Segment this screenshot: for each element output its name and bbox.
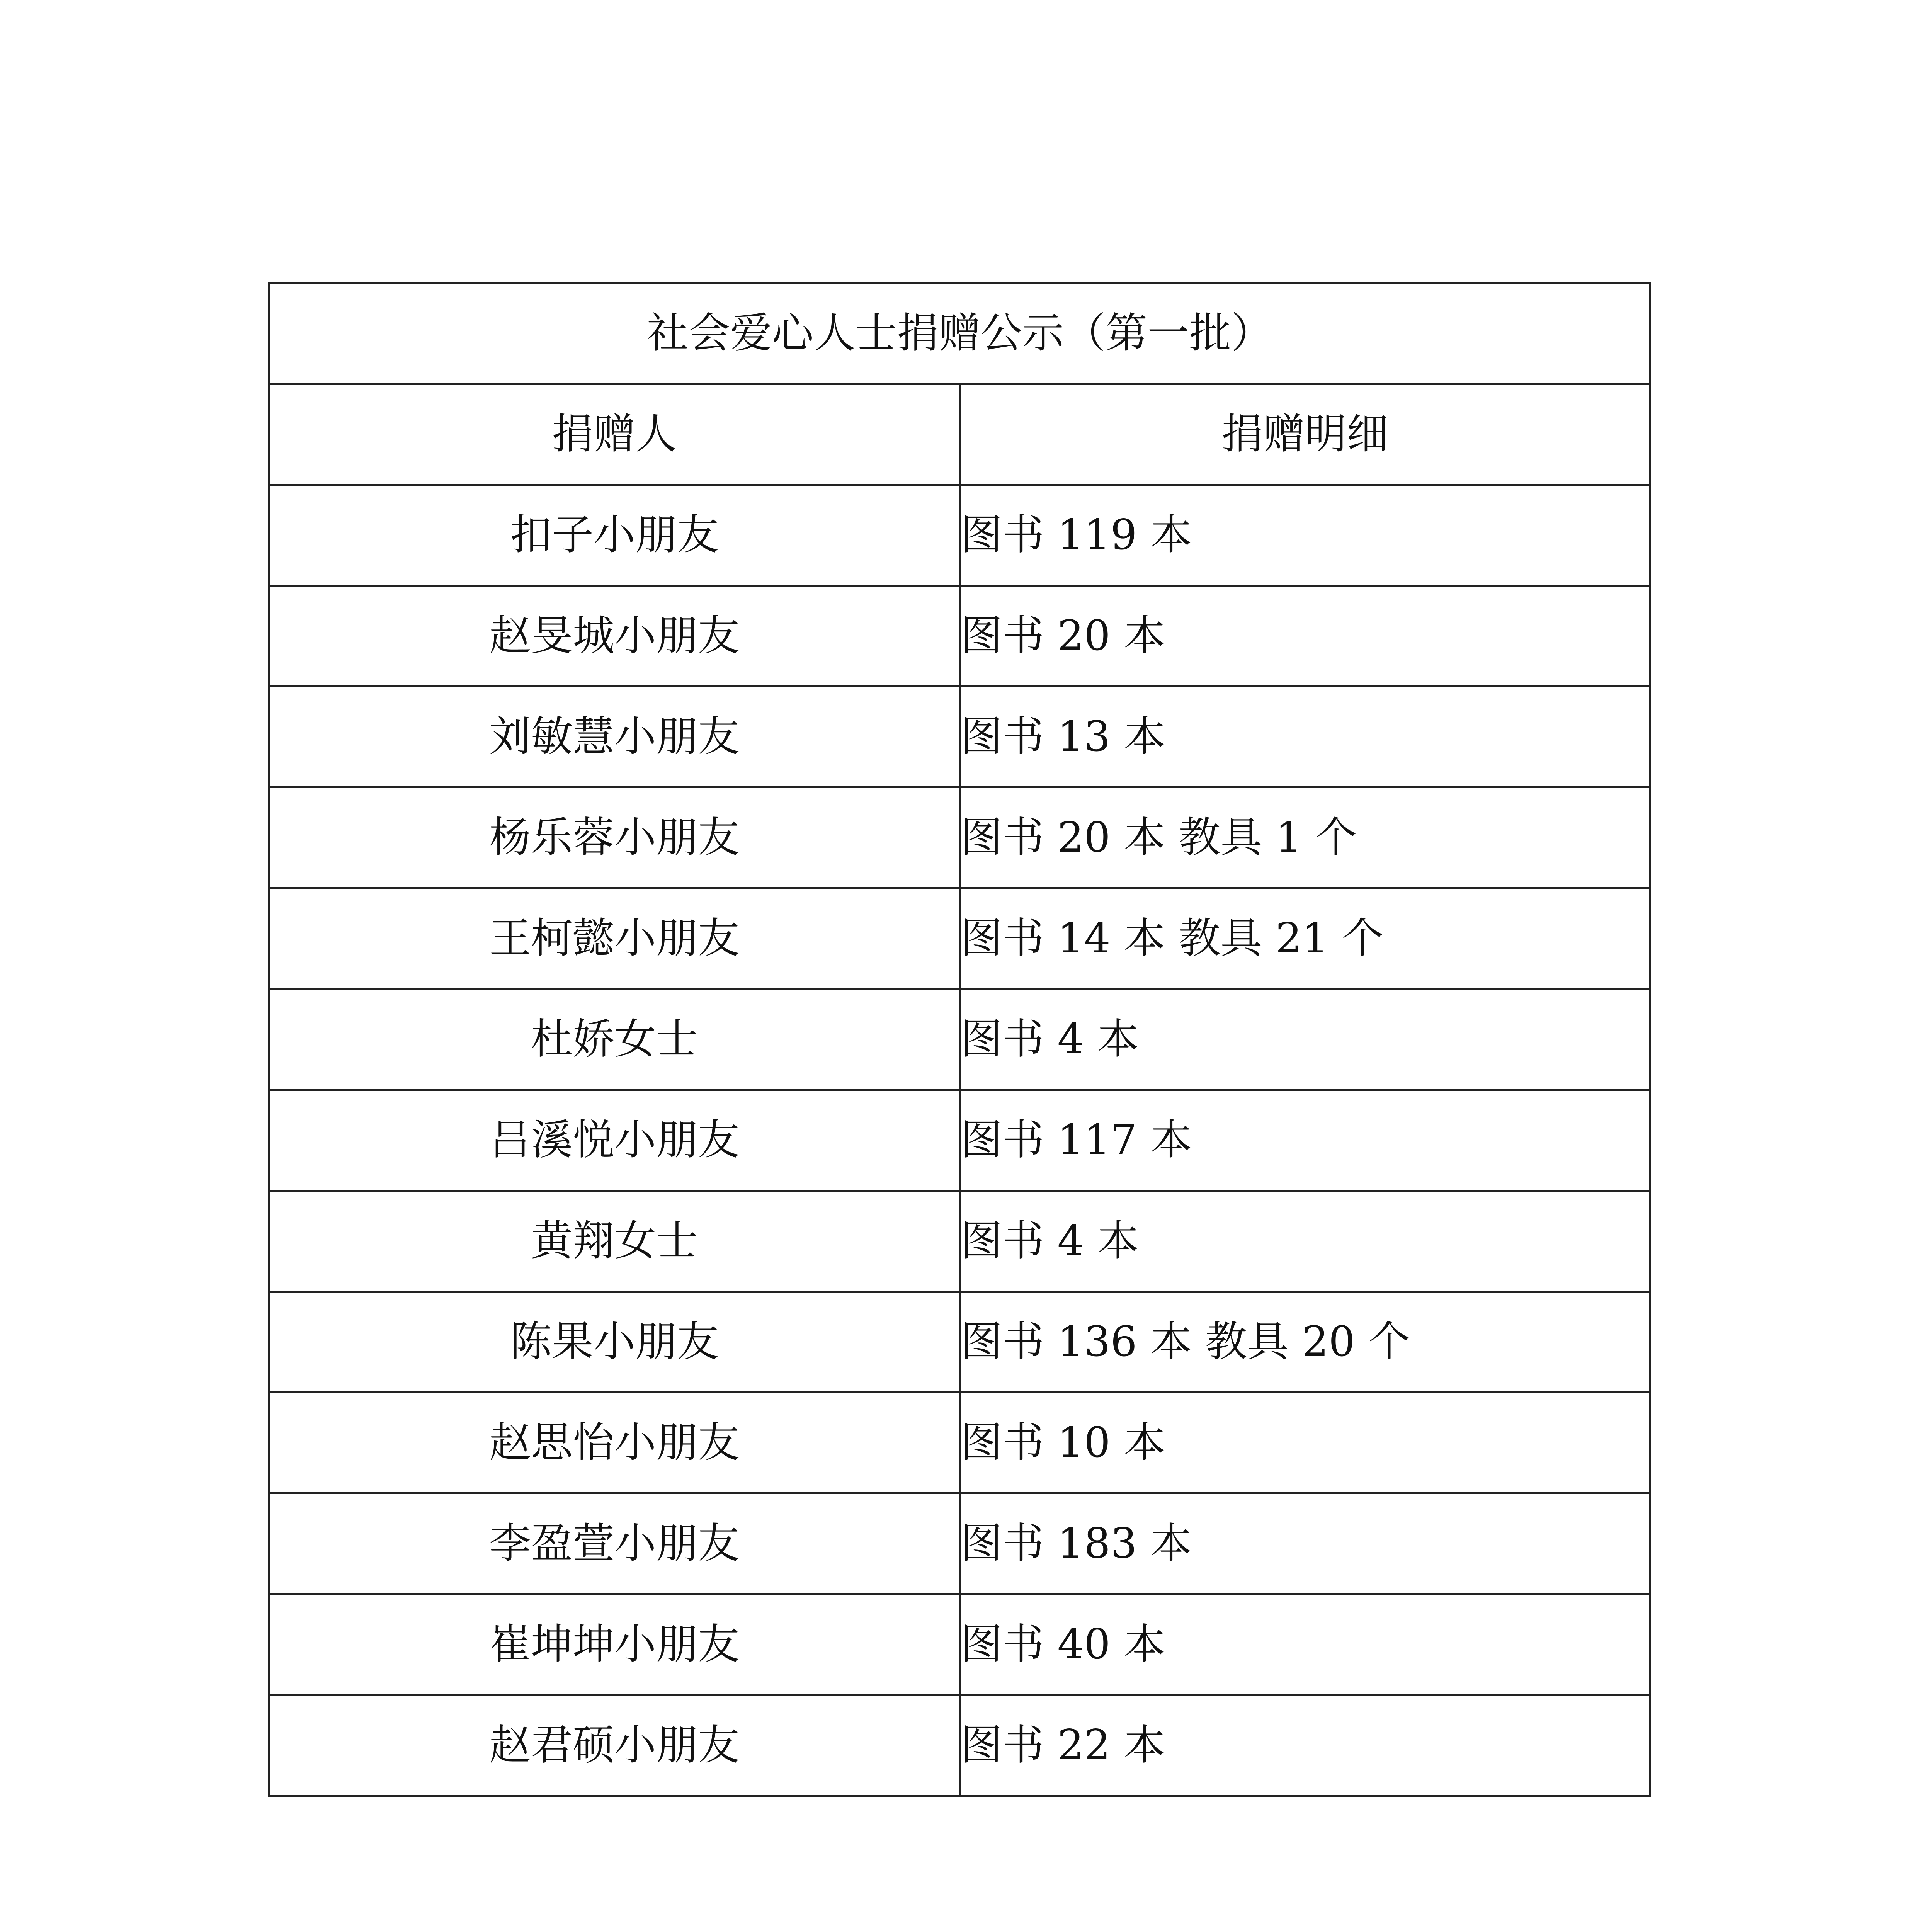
donation-detail-cell: 图书 10 本 xyxy=(960,1393,1650,1493)
donor-name-cell: 李盈萱小朋友 xyxy=(269,1493,960,1594)
table-row xyxy=(269,1393,1650,1493)
table-row xyxy=(269,888,1650,989)
donation-detail-cell: 图书 4 本 xyxy=(960,1191,1650,1292)
donor-name-cell: 赵思怡小朋友 xyxy=(269,1393,960,1493)
table-title: 社会爱心人士捐赠公示（第一批） xyxy=(269,283,1650,384)
donation-detail-cell: 图书 136 本 教具 20 个 xyxy=(960,1292,1650,1393)
table-row xyxy=(269,1493,1650,1594)
donor-name-cell: 赵君硕小朋友 xyxy=(269,1695,960,1796)
table-row xyxy=(269,485,1650,586)
donor-name-cell: 杜娇女士 xyxy=(269,989,960,1090)
donation-detail-cell: 图书 22 本 xyxy=(960,1695,1650,1796)
donor-name-cell: 扣子小朋友 xyxy=(269,485,960,586)
donation-table-body xyxy=(269,283,1650,1796)
donor-name-cell: 吕溪悦小朋友 xyxy=(269,1090,960,1191)
donor-name-cell: 刘敏慧小朋友 xyxy=(269,687,960,787)
donor-name-cell: 杨乐蓉小朋友 xyxy=(269,787,960,888)
donation-detail-cell: 图书 20 本 xyxy=(960,586,1650,687)
donation-table xyxy=(268,282,1651,1797)
donor-name-cell: 黄翔女士 xyxy=(269,1191,960,1292)
donor-name-cell: 崔坤坤小朋友 xyxy=(269,1594,960,1695)
table-row xyxy=(269,1695,1650,1796)
table-row xyxy=(269,1594,1650,1695)
donation-detail-cell: 图书 119 本 xyxy=(960,485,1650,586)
header-row xyxy=(269,384,1650,485)
column-header-donor: 捐赠人 xyxy=(269,384,960,485)
donation-detail-cell: 图书 20 本 教具 1 个 xyxy=(960,787,1650,888)
table-row xyxy=(269,989,1650,1090)
donation-detail-cell: 图书 13 本 xyxy=(960,687,1650,787)
column-header-detail: 捐赠明细 xyxy=(960,384,1650,485)
table-row xyxy=(269,1191,1650,1292)
donation-detail-cell: 图书 14 本 教具 21 个 xyxy=(960,888,1650,989)
donor-name-cell: 王柯懿小朋友 xyxy=(269,888,960,989)
title-row xyxy=(269,283,1650,384)
donation-detail-cell: 图书 4 本 xyxy=(960,989,1650,1090)
table-row xyxy=(269,1090,1650,1191)
donation-detail-cell: 图书 117 本 xyxy=(960,1090,1650,1191)
donation-table-container xyxy=(268,282,1649,1797)
donor-name-cell: 陈果小朋友 xyxy=(269,1292,960,1393)
table-row xyxy=(269,586,1650,687)
donor-name-cell: 赵旻城小朋友 xyxy=(269,586,960,687)
donation-detail-cell: 图书 183 本 xyxy=(960,1493,1650,1594)
table-row xyxy=(269,1292,1650,1393)
table-row xyxy=(269,687,1650,787)
donation-detail-cell: 图书 40 本 xyxy=(960,1594,1650,1695)
table-row xyxy=(269,787,1650,888)
